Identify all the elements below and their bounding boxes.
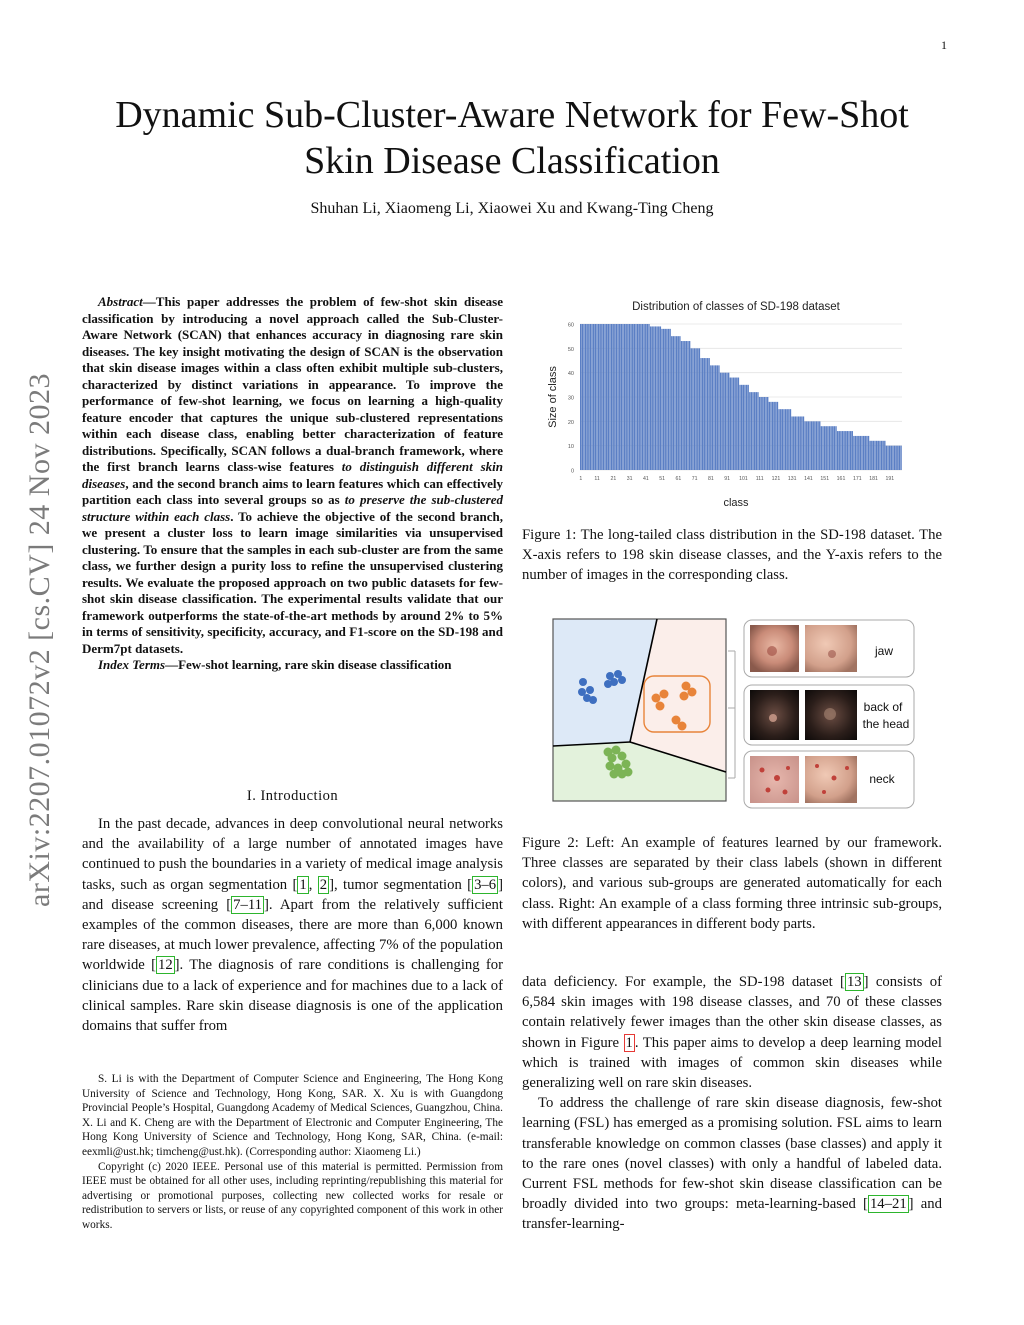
chart-bar xyxy=(629,324,630,470)
chart-bar xyxy=(852,431,853,470)
chart-bar xyxy=(652,326,653,470)
chart-bar xyxy=(787,409,788,470)
chart-bar xyxy=(743,385,744,470)
chart-bar xyxy=(788,409,789,470)
citation-link[interactable]: 2 xyxy=(319,876,328,893)
chart-x-tick-label: 181 xyxy=(869,476,878,482)
chart-bar xyxy=(713,365,714,470)
chart-bar xyxy=(847,431,848,470)
chart-bar xyxy=(827,426,828,470)
chart-x-tick-label: 1 xyxy=(579,476,583,482)
chart-bar xyxy=(671,336,672,470)
chart-x-tick-label: 21 xyxy=(610,476,617,482)
chart-bar xyxy=(708,358,709,470)
chart-bar xyxy=(674,336,675,470)
chart-bar xyxy=(845,431,846,470)
figure-reference-link[interactable]: 1 xyxy=(625,1034,633,1051)
chart-bar xyxy=(803,416,804,470)
title-line-1: Dynamic Sub-Cluster-Aware Network for Few-Shot xyxy=(115,94,909,136)
chart-bar xyxy=(627,324,628,470)
chart-bar xyxy=(668,329,669,470)
chart-bar xyxy=(868,436,869,470)
chart-bar xyxy=(603,324,604,470)
chart-bar xyxy=(819,421,820,470)
chart-bar xyxy=(658,326,659,470)
chart-bar xyxy=(643,324,644,470)
chart-bar xyxy=(590,324,591,470)
chart-x-tick-label: 61 xyxy=(675,476,682,482)
chart-bar xyxy=(777,402,778,470)
chart-bar xyxy=(900,446,901,470)
chart-bar xyxy=(645,324,646,470)
chart-bar xyxy=(848,431,849,470)
chart-bar xyxy=(665,329,666,470)
chart-bar xyxy=(769,402,770,470)
chart-bar xyxy=(692,348,693,470)
chart-bar xyxy=(752,392,753,470)
chart-x-tick-label: 101 xyxy=(739,476,748,482)
citation-link[interactable]: 12 xyxy=(157,957,173,974)
chart-bar xyxy=(595,324,596,470)
chart-bar xyxy=(676,336,677,470)
chart-bar xyxy=(822,426,823,470)
chart-bar xyxy=(834,426,835,470)
chart-bar xyxy=(684,341,685,470)
chart-bar xyxy=(601,324,602,470)
chart-bar xyxy=(837,431,838,470)
chart-x-tick-label: 81 xyxy=(708,476,714,482)
chart-y-tick-label: 60 xyxy=(567,322,574,329)
chart-bar xyxy=(829,426,830,470)
figure-2-diagram xyxy=(552,618,916,810)
intro-text: ]. The diagnosis of rare conditions is challenging for clinicians due to a lack of experience and for machines due to a lack of clinical samples. Rare skin disease diagnosis is one of the application domains that suffer from xyxy=(82,957,503,1035)
chart-bar xyxy=(733,378,734,470)
chart-bar xyxy=(858,436,859,470)
chart-x-tick-label: 111 xyxy=(755,476,764,482)
chart-x-ticks xyxy=(579,476,894,482)
chart-x-tick-label: 161 xyxy=(836,476,846,482)
chart-bar xyxy=(756,392,757,470)
figure-1-caption: Figure 1: The long-tailed class distribution in the SD-198 dataset. The X-axis refers to 198 skin disease classes, and the Y-axis refers to the number of images in the corresponding class. xyxy=(522,527,942,584)
chart-bar xyxy=(856,436,857,470)
chart-bar xyxy=(739,385,740,470)
chart-bar xyxy=(699,348,700,470)
chart-bar xyxy=(640,324,641,470)
chart-bar xyxy=(806,421,807,470)
chart-bar xyxy=(770,402,771,470)
chart-bar xyxy=(785,409,786,470)
chart-bar xyxy=(614,324,615,470)
chart-bar xyxy=(811,421,812,470)
chart-bar xyxy=(754,392,755,470)
citation-link[interactable]: 7–11 xyxy=(233,896,263,913)
chart-bar xyxy=(863,436,864,470)
chart-bar xyxy=(853,436,854,470)
chart-bar xyxy=(780,409,781,470)
chart-bar xyxy=(889,446,890,470)
subgroup-jaw xyxy=(744,620,914,677)
chart-bar xyxy=(892,446,893,470)
index-terms-label: Index Terms xyxy=(98,657,166,672)
chart-y-tick-label: 30 xyxy=(567,395,574,402)
subgroup-label-back-of: back of xyxy=(863,700,903,714)
abstract-text-2: , and the second branch aims to learn features which can effectively partition each class into several groups so as xyxy=(82,475,503,507)
chart-bar xyxy=(814,421,815,470)
chart-bar xyxy=(635,324,636,470)
chart-x-tick-label: 51 xyxy=(659,476,666,482)
subgroup-label-the-head: the head xyxy=(862,717,910,731)
chart-bar xyxy=(626,324,627,470)
chart-bar xyxy=(840,431,841,470)
chart-bar xyxy=(697,348,698,470)
chart-bar xyxy=(647,324,648,470)
chart-bar xyxy=(621,324,622,470)
chart-bar xyxy=(738,378,739,470)
chart-bar xyxy=(663,329,664,470)
chart-bar xyxy=(800,416,801,470)
chart-bar xyxy=(778,409,779,470)
chart-bar xyxy=(726,373,727,470)
chart-bar xyxy=(712,365,713,470)
chart-bar xyxy=(705,358,706,470)
chart-bar xyxy=(744,385,745,470)
chart-bar xyxy=(710,365,711,470)
chart-y-ticks xyxy=(568,323,574,475)
chart-bar xyxy=(637,324,638,470)
chart-bar xyxy=(725,373,726,470)
bracket-connector xyxy=(728,651,735,778)
chart-bar xyxy=(869,441,870,470)
chart-y-label: Size of class xyxy=(547,366,559,428)
chart-bar xyxy=(679,336,680,470)
chart-bar xyxy=(619,324,620,470)
chart-bar xyxy=(891,446,892,470)
subgroup-label-jaw: jaw xyxy=(874,644,894,658)
footnote-affiliations: S. Li is with the Department of Computer Science and Engineering, The Hong Kong University of Science and Technology, Hong Kong, SAR. X. Xu is with Guangdong Provincial People’s Hospital, Guangdong Academy of Medical Sciences, Guangzhou, China. X. Li and K. Cheng are with the Department of Electronic and Computer Engineering, The Hong Kong University of Science and Technology, Hong Kong, SAR, China. (e-mail: eexmli@ust.hk; timcheng@ust.hk). (Corresponding author: Xiaomeng Li.) xyxy=(82,1073,503,1158)
chart-x-tick-label: 71 xyxy=(691,476,698,482)
chart-bar xyxy=(604,324,605,470)
paper-title xyxy=(60,92,964,184)
chart-bar xyxy=(653,326,654,470)
chart-y-tick-label: 40 xyxy=(567,371,574,378)
subgroup-back-of-head xyxy=(744,685,914,745)
chart-bar xyxy=(600,324,601,470)
chart-bar xyxy=(842,431,843,470)
chart-bar xyxy=(639,324,640,470)
abstract-text-3: . To achieve the objective of the second branch, we present a cluster loss to learn image similarities via unsupervised clustering. To ensure that the samples in each sub-cluster are from the same class, we further design a purity loss to refine the unsupervised clustering results. We evaluate the proposed approach on two public datasets for few-shot skin disease classification. The experimental results validate that our framework outperforms the state-of-the-art methods by around 2% to 5% in terms of sensitivity, specificity, accuracy, and F1-score on the SD-198 and Derm7pt datasets. xyxy=(82,508,504,656)
chart-bar xyxy=(721,373,722,470)
arxiv-watermark xyxy=(20,330,60,950)
chart-bar xyxy=(669,329,670,470)
footnote xyxy=(82,1072,503,1233)
chart-bar xyxy=(879,441,880,470)
right-column-text xyxy=(522,972,942,1235)
chart-x-tick-label: 131 xyxy=(787,476,797,482)
figure-1-chart xyxy=(540,292,920,514)
chart-bar xyxy=(702,358,703,470)
chart-bar xyxy=(793,416,794,470)
chart-bar xyxy=(689,341,690,470)
chart-bar xyxy=(630,324,631,470)
title-line-2: Skin Disease Classification xyxy=(304,140,720,182)
chart-bar xyxy=(882,441,883,470)
chart-bar xyxy=(616,324,617,470)
chart-bar xyxy=(761,397,762,470)
chart-bar xyxy=(591,324,592,470)
chart-bar xyxy=(585,324,586,470)
chart-bar xyxy=(866,436,867,470)
chart-bar xyxy=(707,358,708,470)
chart-bar xyxy=(748,385,749,470)
chart-bar xyxy=(791,416,792,470)
chart-x-tick-label: 171 xyxy=(852,476,862,482)
subgroup-label-neck: neck xyxy=(869,772,895,786)
chart-y-tick-label: 0 xyxy=(570,468,574,475)
chart-bar xyxy=(700,358,701,470)
abstract xyxy=(82,294,503,674)
chart-x-tick-label: 91 xyxy=(724,476,731,482)
chart-bar xyxy=(715,365,716,470)
chart-bar xyxy=(884,441,885,470)
chart-bar xyxy=(642,324,643,470)
chart-bar xyxy=(762,397,763,470)
chart-bar xyxy=(694,348,695,470)
chart-bar xyxy=(660,326,661,470)
body-text: ] and transfer-learning- xyxy=(522,1196,942,1233)
chart-y-tick-label: 20 xyxy=(567,419,574,426)
chart-bar xyxy=(767,397,768,470)
figure-2-caption: Figure 2: Left: An example of features learned by our framework. Three classes are separated by their class labels (shown in different colors), and various sub-groups are generated automatically for each class. Right: An example of a class forming three intrinsic sub-groups, with different appearances in different body parts. xyxy=(522,835,942,932)
chart-bar xyxy=(749,392,750,470)
chart-bar xyxy=(648,324,649,470)
chart-bar xyxy=(593,324,594,470)
chart-x-label: class xyxy=(723,497,749,509)
chart-bar xyxy=(790,409,791,470)
intro-text: ] and disease screening [ xyxy=(82,876,503,913)
chart-x-tick-label: 121 xyxy=(771,476,781,482)
page-number: 1 xyxy=(941,38,947,52)
introduction-body xyxy=(82,814,503,1036)
abstract-italic-1: to distinguish different skin diseases xyxy=(82,459,503,491)
chart-bar xyxy=(723,373,724,470)
chart-bar xyxy=(796,416,797,470)
chart-bar xyxy=(613,324,614,470)
chart-bar xyxy=(809,421,810,470)
chart-bar xyxy=(609,324,610,470)
chart-bar xyxy=(686,341,687,470)
chart-bar xyxy=(886,446,887,470)
chart-bar xyxy=(687,341,688,470)
chart-bar xyxy=(596,324,597,470)
chart-bar xyxy=(606,324,607,470)
chart-bar xyxy=(894,446,895,470)
chart-bar xyxy=(587,324,588,470)
chart-title: Distribution of classes of SD-198 dataset xyxy=(632,301,840,313)
chart-bar xyxy=(731,378,732,470)
chart-bar xyxy=(622,324,623,470)
chart-bar xyxy=(741,385,742,470)
chart-y-tick-label: 10 xyxy=(567,444,574,451)
chart-bar xyxy=(860,436,861,470)
citation-link[interactable]: 14–21 xyxy=(869,1196,907,1213)
chart-bar xyxy=(611,324,612,470)
chart-bar xyxy=(899,446,900,470)
chart-bar xyxy=(830,426,831,470)
chart-bar xyxy=(650,326,651,470)
chart-bar xyxy=(678,336,679,470)
subgroup-neck xyxy=(744,751,914,808)
chart-bar xyxy=(681,341,682,470)
index-terms-dash: — xyxy=(165,657,179,672)
intro-text: ]. Apart from the relatively sufficient examples of the common diseases, there are more than 6,000 known rare diseases, at much lower prevalence, affecting 7% of the population worldwide [ xyxy=(82,896,503,974)
chart-bar xyxy=(808,421,809,470)
chart-bar xyxy=(673,336,674,470)
chart-bar xyxy=(772,402,773,470)
index-terms-text: Few-shot learning, rare skin disease classification xyxy=(178,657,452,672)
chart-bar xyxy=(871,441,872,470)
chart-bar xyxy=(874,441,875,470)
chart-bar xyxy=(775,402,776,470)
chart-x-tick-label: 191 xyxy=(885,476,895,482)
chart-bar xyxy=(757,392,758,470)
body-text: To address the challenge of rare skin disease diagnosis, few-shot learning (FSL) has emerged as a promising solution. FSL aims to learn transferable knowledge on common classes (base classes) and apply it to the rare ones (novel classes) with only a handful of labeled data. Current FSL methods for few-shot skin disease classification can be broadly divided into two groups: meta-learning-based [ xyxy=(522,1095,942,1213)
chart-bar xyxy=(881,441,882,470)
chart-bar xyxy=(656,326,657,470)
chart-bar xyxy=(816,421,817,470)
chart-bar xyxy=(759,397,760,470)
chart-bar xyxy=(691,348,692,470)
chart-bar xyxy=(765,397,766,470)
section-heading: I. Introduction xyxy=(246,788,339,804)
chart-bar xyxy=(583,324,584,470)
chart-bar xyxy=(813,421,814,470)
chart-bar xyxy=(624,324,625,470)
chart-bar xyxy=(751,392,752,470)
chart-x-tick-label: 151 xyxy=(820,476,830,482)
chart-bar xyxy=(817,421,818,470)
authors: Shuhan Li, Xiaomeng Li, Xiaowei Xu and Kwang-Ting Cheng xyxy=(310,200,714,217)
abstract-label: Abstract xyxy=(98,294,143,309)
chart-x-tick-label: 141 xyxy=(804,476,813,482)
chart-bar xyxy=(634,324,635,470)
chart-bar xyxy=(878,441,879,470)
chart-bar xyxy=(835,426,836,470)
chart-bar xyxy=(746,385,747,470)
chart-bar xyxy=(736,378,737,470)
intro-text: , xyxy=(308,876,318,893)
chart-bar xyxy=(720,373,721,470)
chart-bar xyxy=(661,329,662,470)
chart-bar xyxy=(704,358,705,470)
chart-bar xyxy=(655,326,656,470)
chart-bar xyxy=(839,431,840,470)
body-text: ] consists of 6,584 skin images with 198 disease classes, and 70 of these classes contain relatively fewer images than the other skin disease classes, as shown in Figure xyxy=(522,974,942,1051)
chart-bar xyxy=(897,446,898,470)
abstract-dash: — xyxy=(142,294,156,309)
chart-bar xyxy=(783,409,784,470)
chart-bar xyxy=(774,402,775,470)
body-text: data deficiency. For example, the SD-198 dataset [ xyxy=(522,974,845,990)
chart-bar xyxy=(801,416,802,470)
chart-bar xyxy=(598,324,599,470)
body-text: . This paper aims to develop a deep learning model which is trained with images of common skin diseases while generalizing well on rare skin diseases. xyxy=(522,1034,943,1092)
chart-bar xyxy=(821,426,822,470)
chart-bar xyxy=(795,416,796,470)
intro-text: ], tumor segmentation [ xyxy=(329,876,473,893)
chart-bar xyxy=(804,421,805,470)
chart-bar xyxy=(682,341,683,470)
chart-bar xyxy=(895,446,896,470)
arxiv-id: arXiv:2207.01072v2 [cs.CV] 24 Nov 2023 xyxy=(23,373,56,907)
chart-bar xyxy=(782,409,783,470)
chart-bar xyxy=(855,436,856,470)
chart-bar xyxy=(865,436,866,470)
chart-bar xyxy=(730,378,731,470)
chart-bar xyxy=(850,431,851,470)
chart-bar xyxy=(764,397,765,470)
citation-link[interactable]: 3–6 xyxy=(474,876,497,893)
chart-bar xyxy=(582,324,583,470)
chart-bar xyxy=(617,324,618,470)
abstract-italic-2: to preserve the sub-clustered structure within each class xyxy=(82,492,503,524)
chart-bar xyxy=(734,378,735,470)
chart-x-tick-label: 11 xyxy=(594,476,600,482)
citation-link[interactable]: 13 xyxy=(846,974,862,990)
chart-x-tick-label: 31 xyxy=(626,476,633,482)
chart-bar xyxy=(728,373,729,470)
chart-bar xyxy=(695,348,696,470)
chart-bar xyxy=(666,329,667,470)
citation-link[interactable]: 1 xyxy=(299,876,307,893)
chart-bar xyxy=(826,426,827,470)
feature-space-panel xyxy=(553,619,726,801)
footnote-copyright: Copyright (c) 2020 IEEE. Personal use of this material is permitted. Permission from IEEE must be obtained for all other uses, including reprinting/republishing this material for advertising or promotional purposes, collecting new collected works for resale or redistribution to servers or lists, or reuse of any copyrighted component of this work in other works. xyxy=(82,1160,503,1231)
index-terms xyxy=(82,657,503,674)
chart-bar xyxy=(632,324,633,470)
chart-bar xyxy=(887,446,888,470)
intro-text: In the past decade, advances in deep convolutional neural networks and the availability of a large number of annotated images have continued to push the boundaries in a variety of medical image analysis tasks, such as organ segmentation [ xyxy=(82,816,503,893)
chart-bar xyxy=(832,426,833,470)
chart-bar xyxy=(580,324,581,470)
chart-x-tick-label: 41 xyxy=(642,476,649,482)
chart-bar xyxy=(798,416,799,470)
chart-bar xyxy=(824,426,825,470)
chart-bar xyxy=(843,431,844,470)
chart-bar xyxy=(861,436,862,470)
chart-bar xyxy=(588,324,589,470)
chart-bar xyxy=(873,441,874,470)
abstract-text-1: This paper addresses the problem of few-shot skin disease classification by introducing a novel approach called the Sub-Cluster-Aware Network (SCAN) that enhances accuracy in diagnosing rare skin diseases. The key insight motivating the design of SCAN is the observation that skin disease images within a class often exhibit multiple sub-clusters, characterized by distinct variations in appearance. To improve the performance of few-shot learning, we focus on learning a high-quality feature encoder that captures the unique sub-clustered representations within each disease class, enabling better characterization of feature distributions. Specifically, SCAN follows a dual-branch framework, where the first branch learns class-wise features xyxy=(82,294,503,474)
chart-bar xyxy=(717,365,718,470)
chart-y-tick-label: 50 xyxy=(567,346,574,353)
chart-bar xyxy=(718,365,719,470)
chart-bar xyxy=(608,324,609,470)
chart-bar xyxy=(876,441,877,470)
